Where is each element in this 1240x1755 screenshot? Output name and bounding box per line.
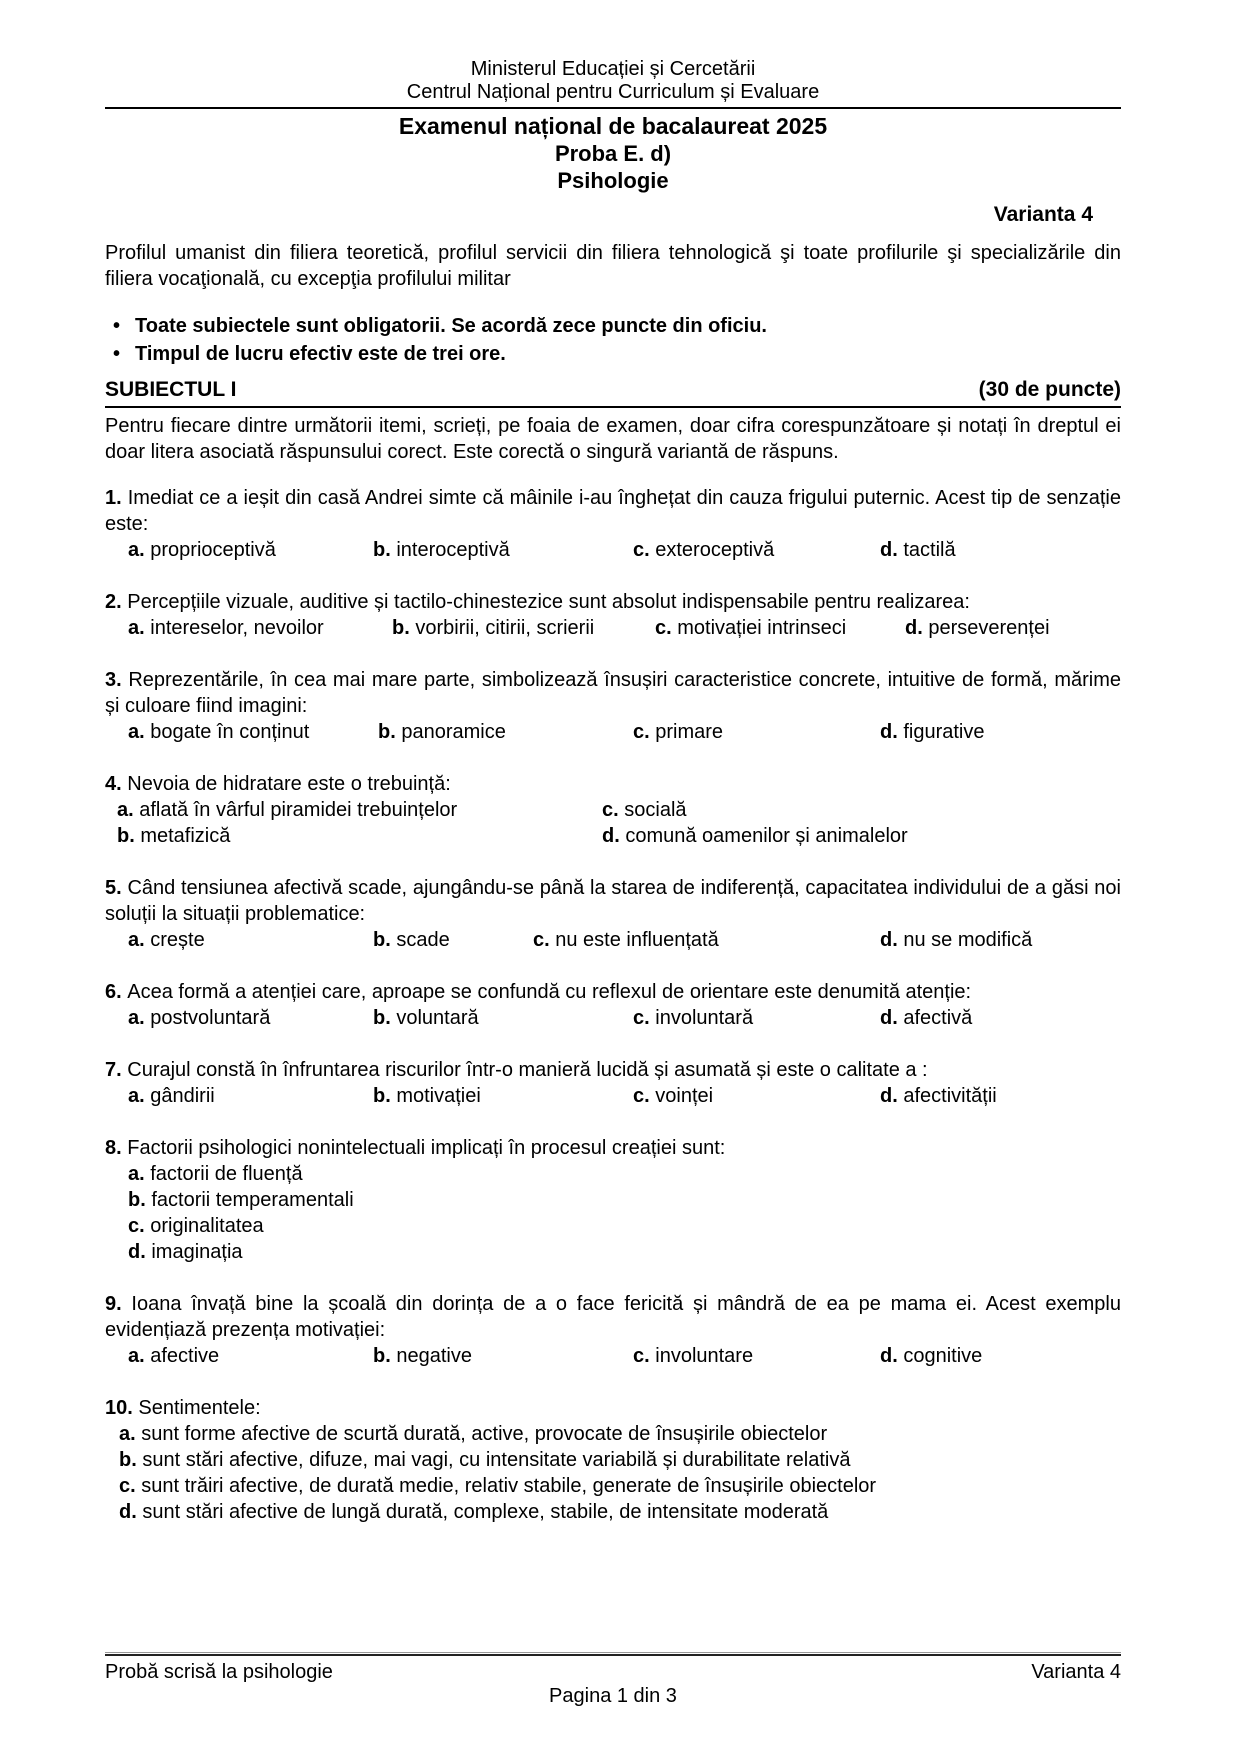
question-5: [105, 875, 1121, 953]
option-c: c. originalitatea: [128, 1215, 264, 1237]
option-d: d. afectivă: [880, 1007, 973, 1029]
footer-page-number: Pagina 1 din 3: [549, 1685, 677, 1707]
question-text: Curajul constă în înfruntarea riscurilor într-o manieră lucidă și asumată și este o calitate a :: [127, 1059, 928, 1081]
rule-item: [105, 312, 1121, 340]
option-c: c. sunt trăiri afective, de durată medie, relativ stabile, generate de însușirile obiectelor: [119, 1475, 877, 1497]
options-row: [105, 1005, 1121, 1031]
option-b: b. interoceptivă: [373, 539, 510, 561]
option-c: c. primare: [633, 721, 724, 743]
rules-list: [105, 312, 1121, 368]
question-4: [105, 771, 1121, 849]
question-number: 9.: [105, 1293, 122, 1315]
rule-item: [105, 340, 1121, 368]
question-7: [105, 1057, 1121, 1109]
options-row: [105, 1083, 1121, 1109]
section-header: [105, 376, 1121, 408]
question-text: Acea formă a atenției care, aproape se confundă cu reflexul de orientare este denumită atenție:: [127, 981, 972, 1003]
question-8: [105, 1135, 1121, 1265]
option-d: d. afectivității: [880, 1085, 997, 1107]
option-a: a. factorii de fluență: [128, 1163, 303, 1185]
question-number: 10.: [105, 1397, 133, 1419]
question-number: 5.: [105, 877, 122, 899]
option-c: c. exteroceptivă: [633, 539, 775, 561]
question-number: 6.: [105, 981, 122, 1003]
section-title: SUBIECTUL I: [105, 378, 237, 401]
question-stem: [105, 589, 1121, 615]
question-stem: [105, 771, 1121, 797]
option-d: d. figurative: [880, 721, 985, 743]
option-a: a. sunt forme afective de scurtă durată, active, provocate de însușirile obiectelor: [119, 1423, 828, 1445]
footer-variant: Varianta 4: [1031, 1661, 1121, 1683]
option-b: b. negative: [373, 1345, 472, 1367]
option-a: a. gândirii: [128, 1085, 215, 1107]
option-c: c. motivației intrinseci: [655, 617, 847, 639]
footer-left: Probă scrisă la psihologie: [105, 1661, 333, 1683]
question-10: [105, 1395, 1121, 1525]
option-b: b. voluntară: [373, 1007, 479, 1029]
profile-note: Profilul umanist din filiera teoretică, profilul servicii din filiera tehnologică şi toate profilurile şi specializările din filiera vocaţională, cu excepţia profilului militar: [105, 242, 1121, 290]
option-a: a. crește: [128, 929, 205, 951]
option-a: a. afective: [128, 1345, 220, 1367]
option-d: d. comună oamenilor și animalelor: [602, 825, 908, 847]
option-b: b. metafizică: [117, 825, 231, 847]
option-c: c. nu este influențată: [533, 929, 719, 951]
option-b: b. motivației: [373, 1085, 481, 1107]
question-text: Percepțiile vizuale, auditive și tactilo-chinestezice sunt absolut indispensabile pentru realizarea:: [127, 591, 970, 613]
exam-title: Examenul național de bacalaureat 2025: [398, 113, 828, 139]
question-text: Reprezentările, în cea mai mare parte, simbolizează însușiri caracteristice concrete, intuitive de formă, mărime și culoare fiind imagini:: [105, 669, 1121, 717]
question-text: Când tensiunea afectivă scade, ajungându-se până la starea de indiferență, capacitatea individului de a găsi noi soluții la situații problematice:: [105, 877, 1121, 925]
exam-subject: Psihologie: [557, 168, 669, 193]
question-text: Nevoia de hidratare este o trebuință:: [127, 773, 451, 795]
option-a: a. aflată în vârful piramidei trebuințelor: [117, 799, 458, 821]
options-row: [105, 537, 1121, 563]
question-6: [105, 979, 1121, 1031]
center-line: Centrul Național pentru Curriculum și Evaluare: [406, 81, 820, 103]
question-stem: [105, 667, 1121, 719]
option-b: b. panoramice: [378, 721, 506, 743]
option-d: d. perseverenței: [905, 617, 1050, 639]
options-row: [105, 719, 1121, 745]
question-number: 2.: [105, 591, 122, 613]
section-instructions: Pentru fiecare dintre următorii itemi, scrieți, pe foaia de examen, doar cifra corespunzătoare și notați în dreptul ei doar litera asociată răspunsului corect. Este corectă o singură variantă de răspuns.: [105, 415, 1121, 463]
options-row: [105, 615, 1121, 641]
question-number: 3.: [105, 669, 122, 691]
options-row: [105, 1343, 1121, 1369]
question-number: 4.: [105, 773, 122, 795]
question-stem: [105, 1057, 1121, 1083]
question-number: 7.: [105, 1059, 122, 1081]
option-a: a. intereselor, nevoilor: [128, 617, 324, 639]
question-stem: [105, 1395, 1121, 1421]
options-row: [105, 823, 1121, 849]
option-d: d. cognitive: [880, 1345, 983, 1367]
rule-text: Timpul de lucru efectiv este de trei ore.: [135, 343, 506, 365]
bullet-icon: •: [113, 343, 121, 365]
option-d: d. imaginația: [128, 1241, 243, 1263]
footer-divider: [105, 1652, 1121, 1653]
question-text: Ioana învață bine la școală din dorința de a o face fericită și mândră de ea pe mama ei. Acest exemplu evidențiază prezența motivației:: [105, 1293, 1121, 1341]
rule-text: Toate subiectele sunt obligatorii. Se acordă zece puncte din oficiu.: [135, 315, 767, 337]
option-d: d. nu se modifică: [880, 929, 1033, 951]
question-stem: [105, 485, 1121, 537]
option-c: c. involuntare: [633, 1345, 754, 1367]
question-text: Sentimentele:: [138, 1397, 261, 1419]
footer-divider-dark: [105, 1654, 1121, 1656]
section-points: (30 de puncte): [978, 378, 1121, 401]
question-number: 8.: [105, 1137, 122, 1159]
question-stem: [105, 1135, 1121, 1161]
option-b: b. sunt stări afective, difuze, mai vagi, cu intensitate variabilă și durabilitate relativă: [119, 1449, 851, 1471]
bullet-icon: •: [113, 315, 121, 337]
question-3: [105, 667, 1121, 745]
ministry-line: Ministerul Educației și Cercetării: [470, 58, 756, 80]
question-stem: [105, 979, 1121, 1005]
variant-label: Varianta 4: [993, 203, 1093, 226]
options-row: [105, 927, 1121, 953]
option-a: a. proprioceptivă: [128, 539, 276, 561]
option-a: a. bogate în conținut: [128, 721, 310, 743]
option-b: b. vorbirii, citirii, scrierii: [392, 617, 595, 639]
header-divider: [105, 107, 1121, 109]
option-b: b. scade: [373, 929, 450, 951]
question-stem: [105, 875, 1121, 927]
question-stem: [105, 1291, 1121, 1343]
option-c: c. involuntară: [633, 1007, 754, 1029]
option-c: c. voinței: [633, 1085, 714, 1107]
question-1: [105, 485, 1121, 563]
exam-proba: Proba E. d): [554, 141, 672, 166]
page-footer: [105, 1652, 1121, 1708]
question-text: Factorii psihologici nonintelectuali implicați în procesul creației sunt:: [127, 1137, 726, 1159]
question-text: Imediat ce a ieșit din casă Andrei simte că mâinile i-au înghețat din cauza frigului puternic. Acest tip de senzație este:: [105, 487, 1121, 535]
option-a: a. postvoluntară: [128, 1007, 271, 1029]
question-9: [105, 1291, 1121, 1369]
question-2: [105, 589, 1121, 641]
options-row: [105, 797, 1121, 823]
option-c: c. socială: [602, 799, 687, 821]
option-b: b. factorii temperamentali: [128, 1189, 354, 1211]
option-d: d. sunt stări afective de lungă durată, complexe, stabile, de intensitate moderată: [119, 1501, 829, 1523]
question-number: 1.: [105, 487, 122, 509]
option-d: d. tactilă: [880, 539, 956, 561]
